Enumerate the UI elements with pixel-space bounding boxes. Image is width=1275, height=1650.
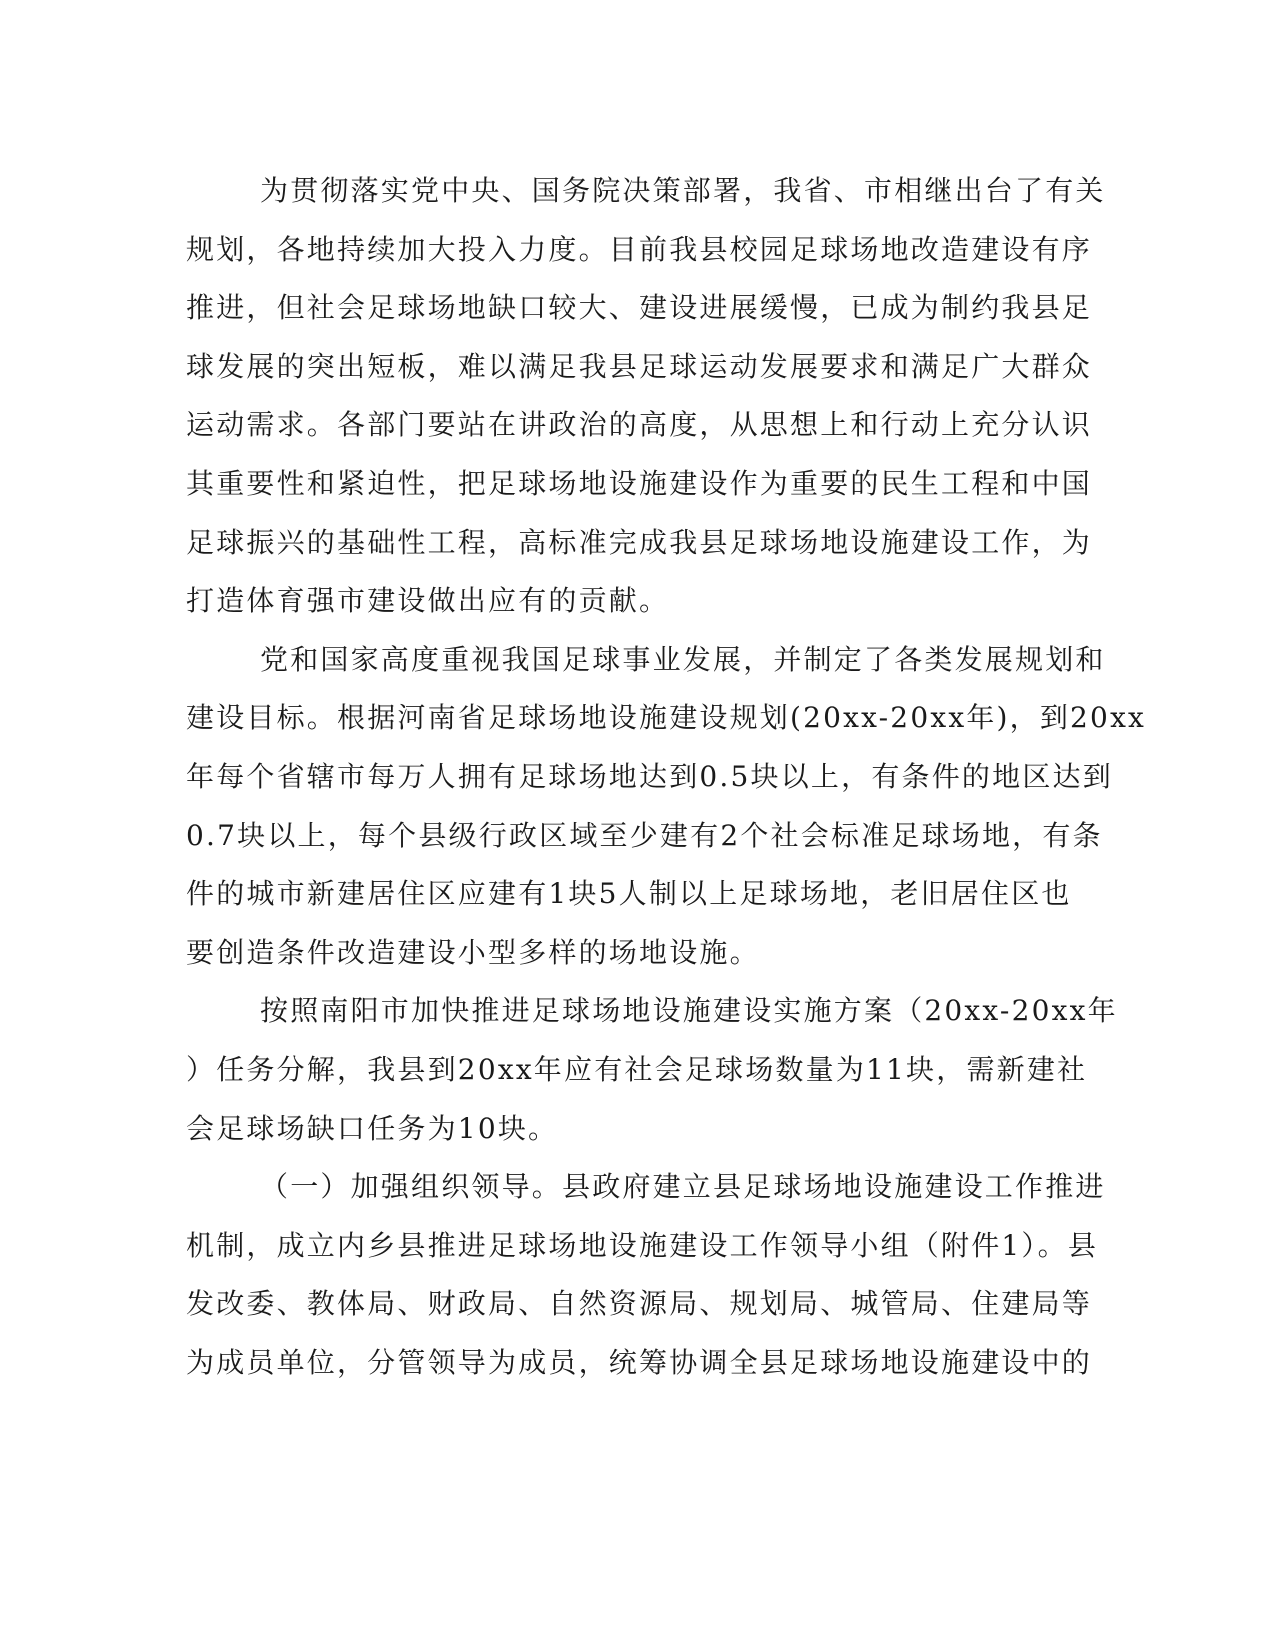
text-line: 发改委、教体局、财政局、自然资源局、规划局、城管局、住建局等	[186, 1287, 1093, 1321]
text-line: 运动需求。各部门要站在讲政治的高度，从思想上和行动上充分认识	[186, 408, 1093, 442]
text-line: 年每个省辖市每万人拥有足球场地达到0.5块以上，有条件的地区达到	[186, 759, 1113, 793]
text-line: 其重要性和紧迫性，把足球场地设施建设作为重要的民生工程和中国	[186, 466, 1093, 500]
text-line: 规划，各地持续加大投入力度。目前我县校园足球场地改造建设有序	[186, 232, 1093, 266]
text-line: 要创造条件改造建设小型多样的场地设施。	[186, 935, 760, 969]
text-line: 推进，但社会足球场地缺口较大、建设进展缓慢，已成为制约我县足	[186, 291, 1093, 325]
text-line: 党和国家高度重视我国足球事业发展，并制定了各类发展规划和	[260, 642, 1106, 676]
text-line: 0.7块以上，每个县级行政区域至少建有2个社会标准足球场地，有条	[186, 818, 1103, 852]
text-line: 足球振兴的基础性工程，高标准完成我县足球场地设施建设工作，为	[186, 525, 1093, 559]
text-line: （一）加强组织领导。县政府建立县足球场地设施建设工作推进	[260, 1170, 1106, 1204]
text-line: ）任务分解，我县到20xx年应有社会足球场数量为11块，需新建社	[186, 1052, 1088, 1086]
text-line: 为成员单位，分管领导为成员，统筹协调全县足球场地设施建设中的	[186, 1345, 1093, 1379]
text-line: 球发展的突出短板，难以满足我县足球运动发展要求和满足广大群众	[186, 349, 1093, 383]
text-line: 会足球场缺口任务为10块。	[186, 1111, 559, 1145]
text-line: 按照南阳市加快推进足球场地设施建设实施方案（20xx-20xx年	[260, 994, 1118, 1028]
document-body	[186, 162, 1147, 1392]
text-line: 件的城市新建居住区应建有1块5人制以上足球场地，老旧居住区也	[186, 877, 1072, 911]
text-line: 建设目标。根据河南省足球场地设施建设规划(20xx-20xx年)，到20xx	[186, 701, 1147, 735]
text-line: 机制，成立内乡县推进足球场地设施建设工作领导小组（附件1）。县	[186, 1228, 1099, 1262]
text-line: 为贯彻落实党中央、国务院决策部署，我省、市相继出台了有关	[260, 174, 1106, 207]
text-line: 打造体育强市建设做出应有的贡献。	[186, 584, 670, 618]
